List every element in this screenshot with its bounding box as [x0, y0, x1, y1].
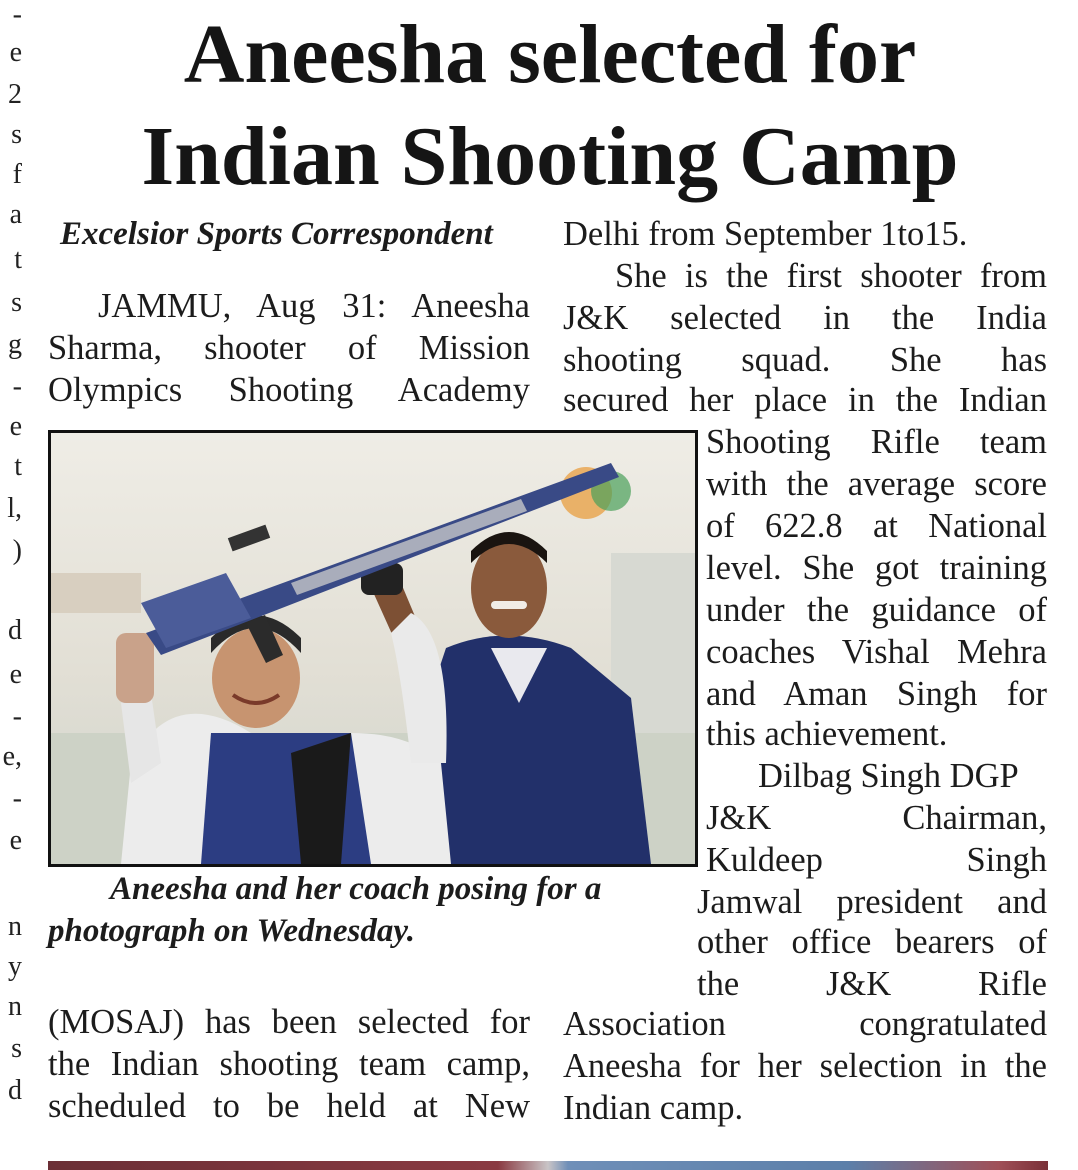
adjacent-column-fragment: s [11, 120, 22, 150]
adjacent-column-fragment: e [9, 660, 22, 690]
adjacent-column-fragment: s [11, 1034, 22, 1064]
col1-bottom-line-3: scheduled to be held at New [48, 1087, 530, 1125]
col2-narrow-line-8: this achievement. [706, 715, 948, 753]
adjacent-column-fragment: 2 [8, 80, 22, 110]
adjacent-column-fragment: d [8, 616, 22, 646]
adjacent-column-fragment: n [8, 912, 22, 942]
adjacent-column-fragment: t [14, 245, 22, 275]
adjacent-column-fragment: ) [12, 536, 22, 566]
photo-caption-line-2: photograph on Wednesday. [48, 913, 416, 949]
col2-end-line-3: Indian camp. [563, 1089, 744, 1127]
adjacent-column-fragment: f [12, 160, 22, 190]
adjacent-column-fragment: y [8, 952, 22, 982]
col2-line-3: J&K selected in the India [563, 299, 1047, 337]
col1-bottom-line-2: the Indian shooting team camp, [48, 1045, 530, 1083]
col2-wide-line-2: other office bearers of [697, 923, 1047, 961]
col1-top-line-3: Olympics Shooting Academy [48, 371, 530, 409]
col2-narrow-line-4: level. She got training [706, 549, 1047, 587]
adjacent-column-fragment: d [8, 1076, 22, 1106]
headline-line-1: Aneesha selected for [183, 8, 917, 101]
col1-top-line-1: JAMMU, Aug 31: Aneesha [98, 287, 530, 325]
headline [40, 4, 1060, 208]
adjacent-column-fragment: t [14, 452, 22, 482]
col1-bottom-line-1: (MOSAJ) has been selected for [48, 1003, 530, 1041]
col2-narrow-line-11: Kuldeep Singh [706, 841, 1047, 879]
adjacent-column-fragment: e [9, 826, 22, 856]
adjacent-column-fragment: g [8, 330, 22, 360]
adjacent-column-fragment: e [9, 38, 22, 68]
adjacent-column-fragment: - [12, 0, 22, 30]
adjacent-column-fragment: n [8, 992, 22, 1022]
next-article-image-strip [48, 1161, 1048, 1170]
headline-line-2: Indian Shooting Camp [141, 110, 959, 203]
col2-narrow-line-2: with the average score [706, 465, 1047, 503]
photo-caption-line-1: Aneesha and her coach posing for a [110, 871, 602, 907]
adjacent-column-fragment: e, [2, 742, 22, 772]
adjacent-column-fragment: l, [7, 494, 22, 524]
col2-wide-line-3: the J&K Rifle [697, 965, 1047, 1003]
byline: Excelsior Sports Correspondent [60, 216, 493, 252]
col2-line-4: shooting squad. She has [563, 341, 1047, 379]
adjacent-column-fragment: - [12, 702, 22, 732]
adjacent-column-fragment: - [12, 372, 22, 402]
col2-narrow-line-6: coaches Vishal Mehra [706, 633, 1047, 671]
col2-end-line-2: Aneesha for her selection in the [563, 1047, 1047, 1085]
adjacent-column-fragment: e [9, 412, 22, 442]
col2-narrow-line-9: Dilbag Singh DGP [758, 757, 1019, 795]
col2-line-5: secured her place in the Indian [563, 381, 1047, 419]
photo-illustration [51, 433, 695, 864]
adjacent-column-fragment: s [11, 288, 22, 318]
col2-narrow-line-7: and Aman Singh for [706, 675, 1047, 713]
adjacent-column-fragment: - [12, 784, 22, 814]
col2-narrow-line-10: J&K Chairman, [706, 799, 1047, 837]
col2-wide-line-1: Jamwal president and [697, 883, 1047, 921]
col2-end-line-1: Association congratulated [563, 1005, 1047, 1043]
col2-line-1: Delhi from September 1to15. [563, 215, 968, 253]
col2-narrow-line-3: of 622.8 at National [706, 507, 1047, 545]
col2-narrow-line-1: Shooting Rifle team [706, 423, 1047, 461]
col2-line-2: She is the first shooter from [615, 257, 1047, 295]
adjacent-column-fragments [0, 0, 22, 1110]
news-photo [48, 430, 698, 867]
col1-top-line-2: Sharma, shooter of Mission [48, 329, 530, 367]
adjacent-column-fragment: a [9, 200, 22, 230]
col2-narrow-line-5: under the guidance of [706, 591, 1047, 629]
